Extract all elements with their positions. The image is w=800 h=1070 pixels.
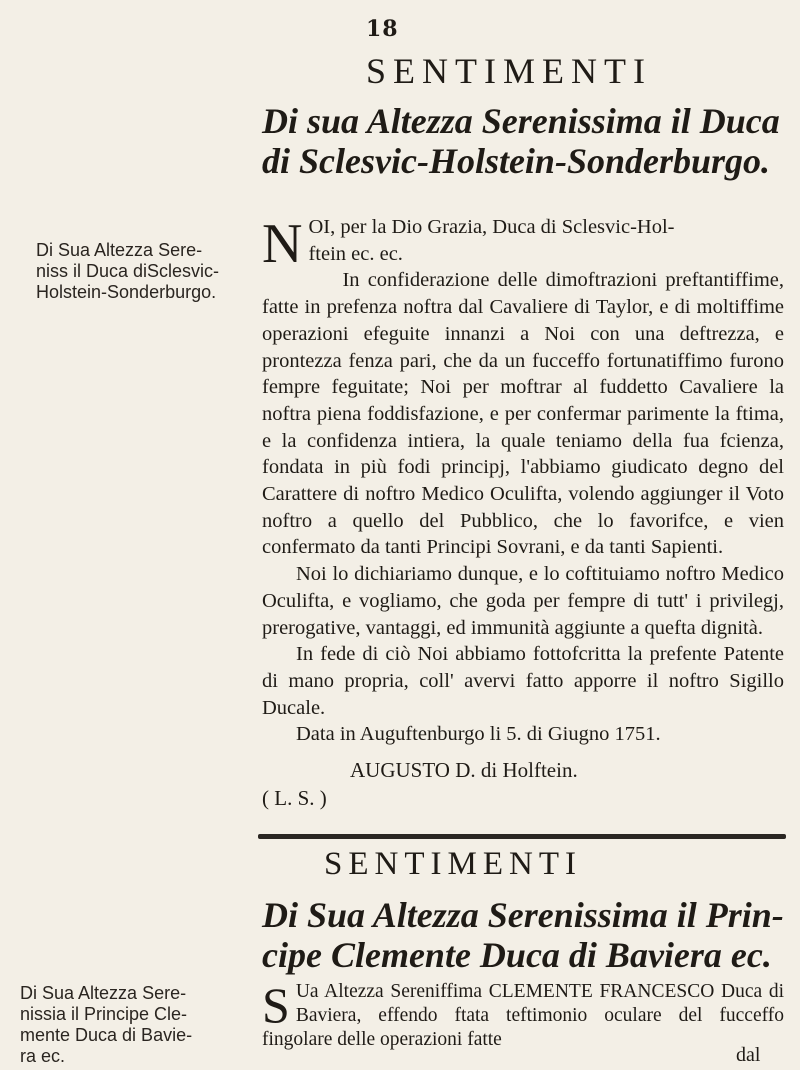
seal-mark: ( L. S. ) [262,786,327,810]
section2-subtitle-line1: Di Sua Altezza Serenissima il Prin- [262,895,784,935]
opening-line: ftein ec. ec. [308,242,403,265]
margin-note-line: niss il Duca diSclesvic- [36,261,220,281]
dropcap: N [262,213,303,275]
section2-body [262,977,784,1052]
section2-subtitle-line2: cipe Clemente Duca di Baviera ec. [262,935,772,975]
dropcap: S [262,977,290,1033]
section1-paragraph-3: Noi lo dichiariamo dunque, e lo coftituiamo noftro Medico Oculifta, e vogliamo, che goda per fempre di tutt' i privilegj, prerogative, vantaggi, ed immunità aggiunte a quefta dignità. [262,563,784,639]
section1-margin-note [36,240,219,303]
section1-subtitle-line2: di Sclesvic-Holstein-Sonderburgo. [262,141,771,181]
section1-subtitle-line1: Di sua Altezza Serenissima il Duca [262,101,780,141]
section2-paragraph-text: Ua Altezza Sereniffima CLEMENTE FRANCESCO Duca di Baviera, effendo ftata teftimonio oculare del fucceffo fingolare delle operazioni fatte [262,981,784,1050]
section2-opening-paragraph [262,977,784,1052]
section-divider [258,834,786,839]
margin-note-line: nissia il Principe Cle- [20,1004,188,1024]
section2-margin-note [20,983,192,1067]
section1-paragraph-4: In fede di ciò Noi abbiamo fottofcritta la prefente Patente di mano propria, coll' avervi fatto apporre il noftro Sigillo Ducale. [262,643,784,719]
section1-heading: SENTIMENTI [366,51,652,91]
margin-note-line: Holstein-Sonderburgo. [36,282,217,302]
section1-paragraph-5: Data in Auguftenburgo li 5. di Giugno 1751. [296,723,661,746]
margin-note-line: mente Duca di Bavie- [20,1025,193,1045]
catchword: dal [736,1044,761,1066]
margin-note-line: Di Sua Altezza Sere- [36,240,203,260]
margin-note-line: ra ec. [20,1046,66,1066]
section1-paragraph-2: In confiderazione delle dimoftrazioni preftantiffime, fatte in prefenza noftra dal Cavaliere di Taylor, e di moltiffime operazioni efeguite innanzi a Noi con una deftrezza, e prontezza fenza pari, che da un fucceffo fortunatiffimo furono fempre feguitate; Noi per moftrar al fuddetto Cavaliere la noftra piena foddisfazione, e per confermar parimente la ftima, e la confidenza intiera, la quale teniamo della fua fcienza, fondata in più fodi principj, l'abbiamo giudicato degno del Carattere di noftro Medico Oculifta, volendo aggiunger il Voto noftro a quello del Pubblico, che lo favorifce, e vien confermato da tanti Principi Sovrani, e da tanti Sapienti. [262,269,784,559]
opening-line: OI, per la Dio Grazia, Duca di Sclesvic-Hol- [308,216,675,238]
margin-note-line: Di Sua Altezza Sere- [20,983,187,1003]
page-number: 18 [366,16,399,42]
section1-opening-paragraph [262,213,784,275]
section1-body [262,214,784,748]
signature: AUGUSTO D. di Holftein. [350,758,578,782]
section2-heading: SENTIMENTI [324,846,582,882]
